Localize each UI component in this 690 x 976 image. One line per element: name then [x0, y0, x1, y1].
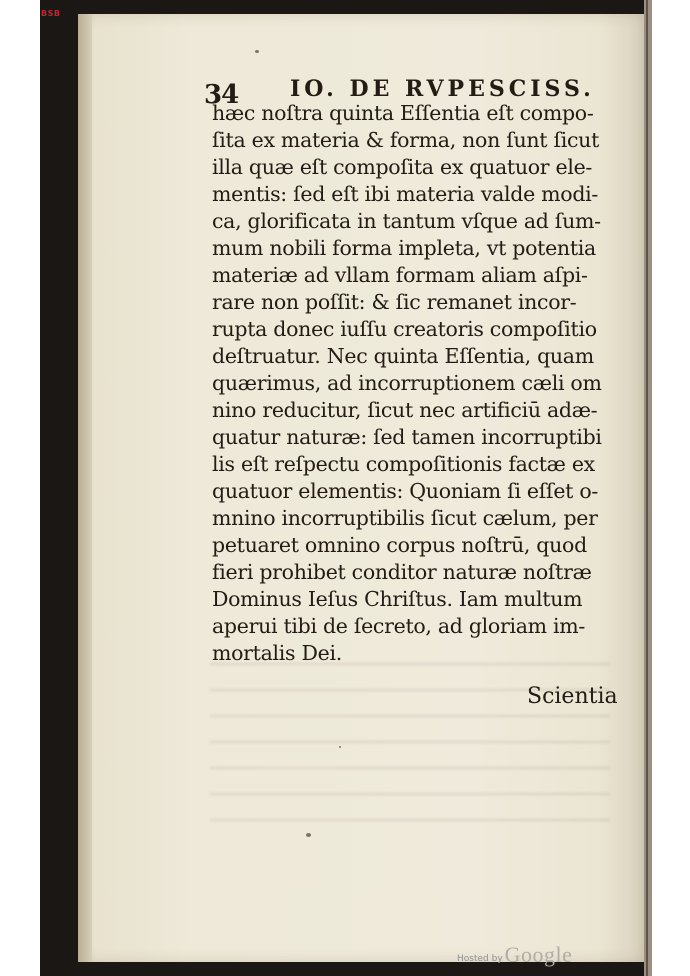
hosted-by-footer[interactable] — [457, 944, 572, 968]
text-line: illa quæ eſt compoſita ex quatuor ele- — [212, 155, 593, 179]
text-line: quatuor elementis: Quoniam ſi eſſet o- — [212, 479, 598, 503]
text-line: fieri prohibet conditor naturæ noſtræ — [212, 560, 592, 584]
ink-speck — [255, 50, 259, 53]
text-line: mortalis Dei. — [212, 641, 342, 665]
google-logo[interactable]: Google — [504, 942, 573, 967]
hosted-by-label: Hosted by — [457, 954, 503, 964]
text-line: Dominus Ieſus Chriſtus. Iam multum — [212, 587, 583, 611]
text-line: mnino incorruptibilis ſicut cælum, per — [212, 506, 598, 530]
text-line: rare non poſſit: & ſic remanet incor- — [212, 290, 577, 314]
ink-speck — [306, 833, 311, 837]
text-line: materiæ ad vllam formam aliam aſpi- — [212, 263, 588, 287]
ink-speck — [339, 746, 341, 748]
text-line: mentis: ſed eſt ibi materia valde modi- — [212, 182, 599, 206]
text-line: aperui tibi de ſecreto, ad gloriam im- — [212, 614, 585, 638]
scan-edge-strip — [644, 0, 652, 976]
body-text — [212, 100, 622, 667]
text-line: ſita ex materia & forma, non ſunt ſicut — [212, 128, 600, 152]
text-line: quatur naturæ: ſed tamen incorruptibi — [212, 425, 602, 449]
show-through-text — [210, 648, 610, 828]
text-line: petuaret omnino corpus noſtrū, quod — [212, 533, 587, 557]
text-line: ca, glorificata in tantum vſque ad ſum- — [212, 209, 601, 233]
catchword: Scientia — [527, 684, 618, 709]
page-number: 34 — [204, 80, 239, 110]
text-line: hæc noſtra quinta Eſſentia eſt compo- — [212, 101, 594, 125]
library-mark: BSB — [41, 9, 61, 18]
text-line: deſtruatur. Nec quinta Eſſentia, quam — [212, 344, 594, 368]
text-line: mum nobili forma impleta, vt potentia — [212, 236, 596, 260]
text-line: quærimus, ad incorruptionem cæli om — [212, 371, 602, 395]
text-line: lis eſt reſpectu compoſitionis factæ ex — [212, 452, 595, 476]
text-line: nino reducitur, ſicut nec artificiū adæ- — [212, 398, 598, 422]
running-title: IO. DE RVPESCISS. — [290, 76, 595, 102]
page-gutter — [78, 14, 92, 962]
text-line: rupta donec iuſſu creatoris compoſitio — [212, 317, 597, 341]
